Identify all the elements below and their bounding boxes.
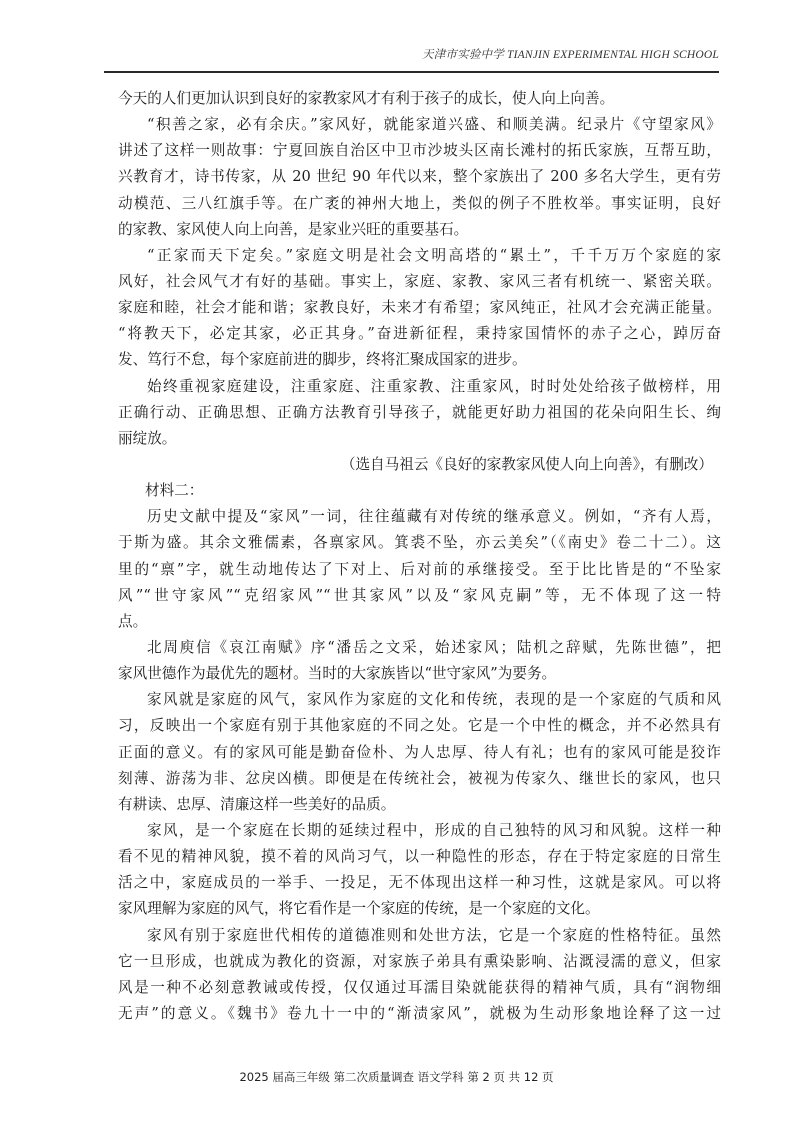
text-line: 北周庾信《哀江南赋》序“潘岳之文采，始述家风；陆机之辞赋，先陈世德”，把	[147, 638, 721, 656]
text-line: 风好，社会风气才有好的基础。事实上，家庭、家教、家风三者有机统一、紧密关联。	[118, 272, 721, 290]
text-line: 家风理解为家庭的风气，将它看作是一个家庭的传统，是一个家庭的文化。	[118, 900, 600, 918]
text-line: 它一旦形成，也就成为教化的资源，对家族子弟具有熏染影响、沾溉浸濡的意义，但家	[118, 952, 721, 970]
text-line: 的家教、家风使人向上向善，是家业兴旺的重要基石。	[118, 220, 469, 238]
text-line: 丽绽放。	[118, 429, 177, 447]
header-rule	[104, 71, 719, 73]
text-line: 无声”的意义。《魏书》卷九十一中的“渐渍家风”，就极为生动形象地诠释了这一过	[118, 1004, 721, 1022]
text-line: 历史文献中提及“家风”一词，往往蕴藏有对传统的继承意义。例如，“齐有人焉，	[147, 508, 721, 526]
text-line: 家风世德作为最优先的题材。当时的大家族皆以“世守家风”为要务。	[118, 665, 557, 683]
text-line: 讲述了这样一则故事：宁夏回族自治区中卫市沙坡头区南长滩村的拓氏家族，互帮互助，	[118, 142, 721, 160]
text-line: 活之中，家庭成员的一举手、一投足，无不体现出这样一种习性，这就是家风。可以将	[118, 874, 721, 892]
text-line: 动模范、三八红旗手等。在广袤的神州大地上，类似的例子不胜枚举。事实证明，良好	[118, 194, 721, 212]
text-line: 刻薄、游荡为非、忿戾凶横。即便是在传统社会，被视为传家久、继世长的家风，也只	[118, 769, 721, 787]
text-line: 家风有别于家庭世代相传的道德准则和处世方法，它是一个家庭的性格特征。虽然	[147, 926, 721, 944]
text-line: 于斯为盛。其余文雅儒素，各禀家风。箕裘不坠，亦云美矣”（《南史》卷二十二）。这	[118, 534, 721, 552]
school-header: 天津市实验中学 TIANJIN EXPERIMENTAL HIGH SCHOOL	[422, 49, 719, 61]
text-line: “积善之家，必有余庆。”家风好，就能家道兴盛、和顺美满。纪录片《守望家风》	[147, 116, 721, 134]
text-line: 家庭和睦，社会才能和谐；家教良好，未来才有希望；家风纯正，社风才会充满正能量。	[118, 299, 721, 317]
text-line: 有耕读、忠厚、清廉这样一些美好的品质。	[118, 795, 396, 813]
text-line: 点。	[118, 612, 148, 630]
text-line: 习，反映出一个家庭有别于其他家庭的不同之处。它是一个中性的概念，并不必然具有	[118, 717, 721, 735]
page-body	[118, 86, 721, 1027]
text-line: 家风，是一个家庭在长期的延续过程中，形成的自己独特的风习和风貌。这样一种	[147, 821, 721, 839]
text-line: 始终重视家庭建设，注重家庭、注重家教、注重家风，时时处处给孩子做榜样，用	[147, 377, 721, 395]
text-line: 正面的意义。有的家风可能是勤奋俭朴、为人忠厚、待人有礼；也有的家风可能是狡诈	[118, 743, 721, 761]
text-line: 今天的人们更加认识到良好的家教家风才有利于孩子的成长，使人向上向善。	[118, 90, 615, 107]
section-label: 材料二：	[145, 482, 204, 500]
source-citation: （选自马祖云《良好的家教家风使人向上向善》，有删改）	[340, 455, 713, 473]
text-line: 风”“世守家风”“克绍家风”“世其家风”以及“家风克嗣”等，无不体现了这一特	[118, 586, 721, 604]
text-line: “正家而天下定矣。”家庭文明是社会文明高塔的“累土”，千千万万个家庭的家	[147, 246, 721, 264]
page-footer: 2025 届高三年级 第二次质量调查 语文学科 第 2 页 共 12 页	[239, 1070, 554, 1084]
text-line: 兴教育才，诗书传家，从 20 世纪 90 年代以来，整个家族出了 200 多名大学生，更有劳	[118, 168, 721, 186]
text-line: 里的“禀”字，就生动地传达了下对上、后对前的承继接受。至于比比皆是的“不坠家	[118, 560, 721, 578]
text-line: 家风就是家庭的风气，家风作为家庭的文化和传统，表现的是一个家庭的气质和风	[147, 691, 721, 709]
text-line: 风是一种不必刻意教诫或传授，仅仅通过耳濡目染就能获得的精神气质，具有“润物细	[118, 978, 721, 996]
text-line: “将教天下，必定其家，必正其身。”奋进新征程，秉持家国情怀的赤子之心，踔厉奋	[118, 325, 721, 343]
text-line: 正确行动、正确思想、正确方法教育引导孩子，就能更好助力祖国的花朵向阳生长、绚	[118, 403, 721, 421]
text-line: 看不见的精神风貌，摸不着的风尚习气，以一种隐性的形态，存在于特定家庭的日常生	[118, 848, 721, 866]
text-line: 发、笃行不怠，每个家庭前进的脚步，终将汇聚成国家的进步。	[118, 351, 527, 369]
